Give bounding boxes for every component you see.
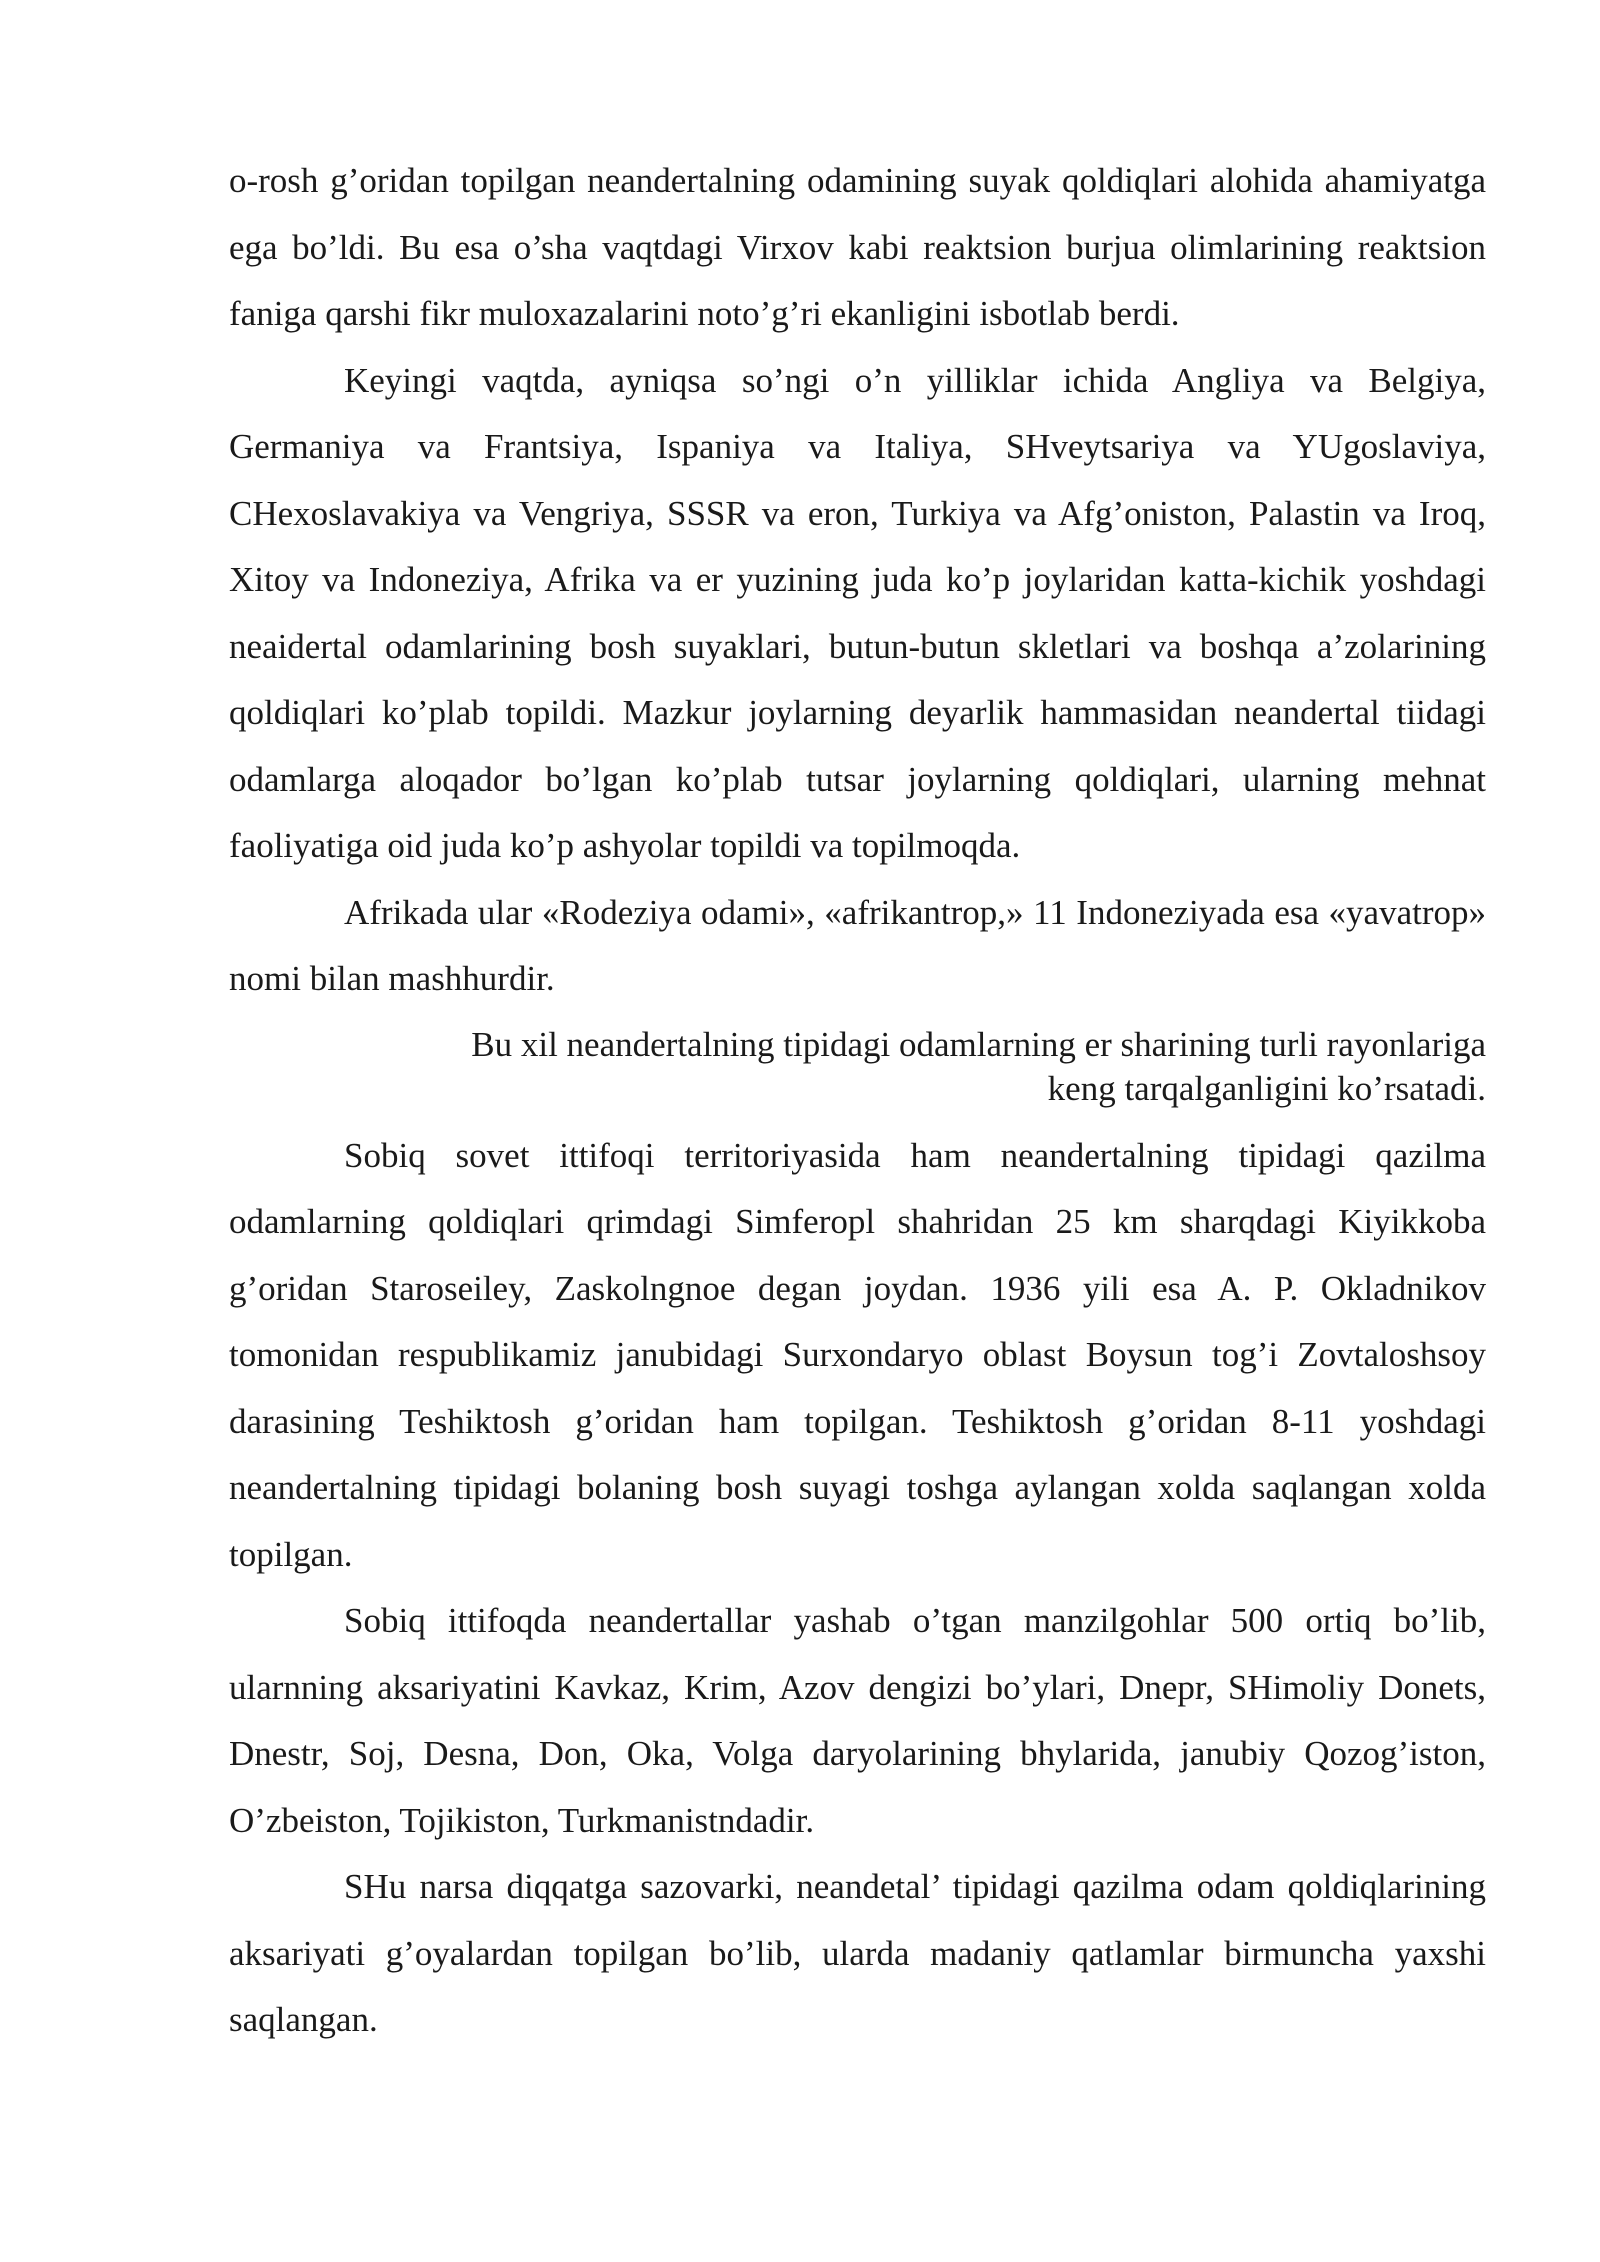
document-page bbox=[229, 148, 1486, 2054]
right-aligned-note-line-2: keng tarqalganligini ko’rsatadi. bbox=[1047, 1068, 1486, 1108]
paragraph-africa-indonesia: Afrikada ular «Rodeziya odami», «afrikantrop,» 11 Indoneziyada esa «yavatrop» nomi bilan mashhurdir. bbox=[229, 892, 1486, 998]
paragraph-caves: SHu narsa diqqatga sazovarki, neandetal’ tipidagi qazilma odam qoldiqlarining aksariyati g’oyalardan topilgan bo’lib, ularda madaniy qatlamlar birmuncha yaxshi saqlangan. bbox=[229, 1867, 1486, 2039]
right-aligned-note bbox=[229, 1013, 1486, 1123]
paragraph-neanderthal-finds: Keyingi vaqtda, ayniqsa so’ngi o’n yilliklar ichida Angliya va Belgiya, Germaniya va Frantsiya, Ispaniya va Italiya, SHveytsariya va YUgoslaviya, CHexoslavakiya va Vengriya, SSSR va eron, Turkiya va Afg’oniston, Palastin va Iroq, Xitoy va Indoneziya, Afrika va er yuzining juda ko’p joylaridan katta-kichik yoshdagi neaidertal odamlarining bosh suyaklari, butun-butun skletlari va boshqa a’zolarining qoldiqlari ko’plab topildi. Mazkur joylarning deyarlik hammasidan neandertal tiidagi odamlarga aloqador bo’lgan ko’plab tutsar joylarning qoldiqlari, ularning mehnat faoliyatiga oid juda ko’p ashyolar topildi va topilmoqda. bbox=[229, 360, 1486, 865]
paragraph-settlements: Sobiq ittifoqda neandertallar yashab o’tgan manzilgohlar 500 ortiq bo’lib, ularnning aksariyatini Kavkaz, Krim, Azov dengizi bo’ylari, Dnepr, SHimoliy Donets, Dnestr, Soj, Desna, Don, Oka, Volga daryolarining bhylarida, janubiy Qozog’iston, O’zbeiston, Tojikiston, Turkmanistndadir. bbox=[229, 1601, 1486, 1840]
right-aligned-note-line-1: Bu xil neandertalning tipidagi odamlarning er sharining turli rayonlariga bbox=[471, 1024, 1486, 1064]
paragraph-soviet-territory: Sobiq sovet ittifoqi territoriyasida ham neandertalning tipidagi qazilma odamlarning qoldiqlari qrimdagi Simferopl shahridan 25 km sharqdagi Kiyikkoba g’oridan Staroseiley, Zaskolngnoe degan joydan. 1936 yili esa A. P. Okladnikov tomonidan respublikamiz janubidagi Surxondaryo oblast Boysun tog’i Zovtaloshsoy darasining Teshiktosh g’oridan ham topilgan. Teshiktosh g’oridan 8-11 yoshdagi neandertalning tipidagi bolaning bosh suyagi toshga aylangan xolda saqlangan xolda topilgan. bbox=[229, 1135, 1486, 1574]
paragraph-continuation: o-rosh g’oridan topilgan neandertalning odamining suyak qoldiqlari alohida ahamiyatga ega bo’ldi. Bu esa o’sha vaqtdagi Virxov kabi reaktsion burjua olimlarining reaktsion faniga qarshi fikr muloxazalarini noto’g’ri ekanligini isbotlab berdi. bbox=[229, 161, 1486, 333]
